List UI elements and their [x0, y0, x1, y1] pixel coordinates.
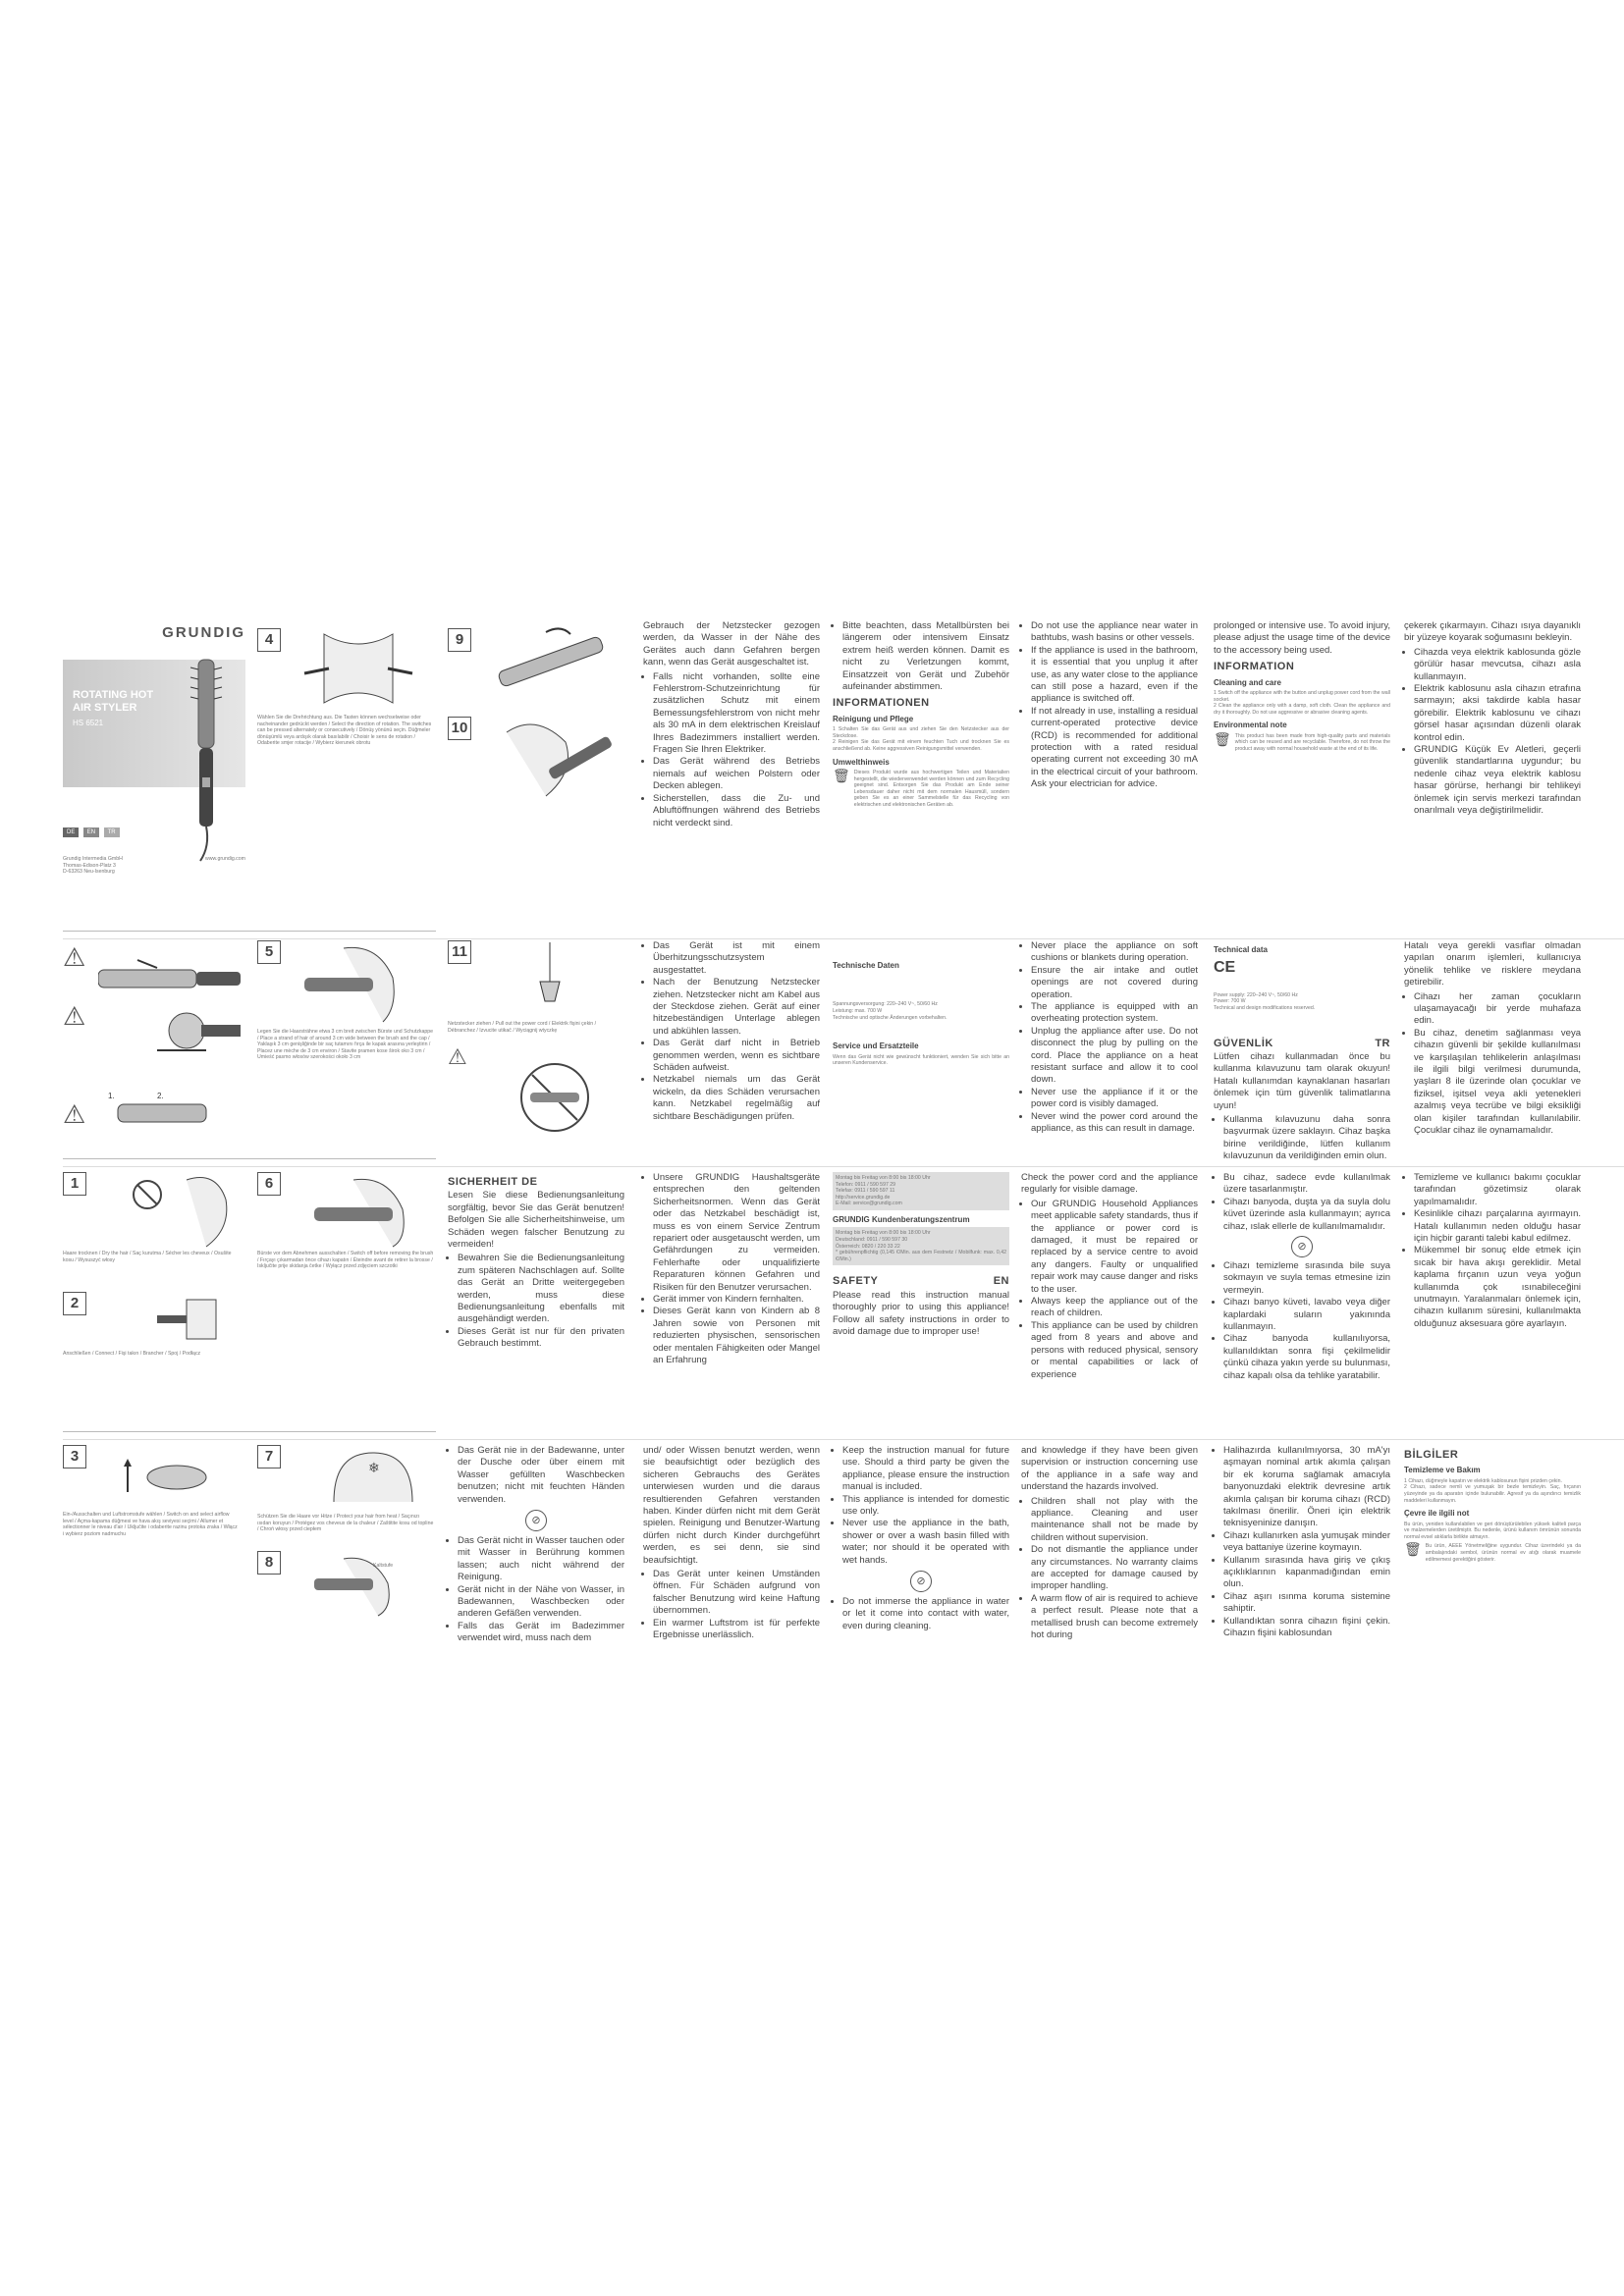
cc-at: Österreich: 0820 / 220 33 22 [836, 1243, 900, 1250]
cc-note: * gebührenpflichtig (0,145 €/Min. aus dem Festnetz / Mobilfunk: max. 0,42 €/Min.) [836, 1250, 1006, 1262]
step-number-5: 5 [257, 940, 281, 964]
weee-bin-icon: 🗑 [1214, 730, 1231, 747]
list-item: • Kesinlikle cihazı parçalarına ayırmayın. Hatalı kullanımın neden olduğu hasar için hiçbir garanti talebi kabul edilmez. [1414, 1208, 1581, 1245]
col-de-1 [448, 1172, 624, 1351]
tech-de-3: Technische und optische Änderungen vorbehalten. [833, 1014, 947, 1021]
list-item: • Nach der Benutzung Netzstecker ziehen. Netzstecker nicht am Kabel aus der Steckdose ziehen. Gerät auf einer hitzebeständigen Unterlage ablegen und abkühlen lassen. [653, 977, 820, 1038]
list-item: • Unsere GRUNDIG Haushaltsgeräte entsprechen den geltenden Sicherheitsnormen. Wenn das Gerät oder das Netzkabel beschädigt ist, muss es von einem Service Zentrum repariert oder ausgetauscht werden, um Gefährdungen zu vermeiden. Fehlerhafte oder unqualifizierte Reparaturen können Gefahren und Risiken für den Benutzer verursachen. [653, 1172, 820, 1294]
badge-tr: TR [104, 828, 120, 837]
list-item: • Cihazda veya elektrik kablosunda gözle görülür hasar mevcutsa, cihazı asla kullanmayın. [1414, 647, 1581, 683]
list-item: • Das Gerät ist mit einem Überhitzungsschutzsystem ausgestattet. [653, 940, 820, 977]
col-de-1b [448, 1445, 624, 1645]
tech-de-1: Spannungsversorgung: 220–240 V~, 50/60 Hz [833, 1001, 938, 1008]
env-de-text: Dieses Produkt wurde aus hochwertigen Teilen und Materialien hergestellt, die wiederverwendet werden können und zum Recycling geeignet sind. Entsorgen Sie das Produkt am Ende seiner Lebensdauer daher nicht mit dem normalen Hausmüll, sondern geben Sie es an einer Sammelstelle für das Recycling von elektrischen und elektronischen Geräten ab. [853, 770, 1009, 808]
list-item: • Ensure the air intake and outlet openings are not covered during operation. [1031, 965, 1198, 1001]
tech-en-1: Power supply: 220–240 V~, 50/60 Hz [1214, 991, 1298, 998]
list-item: • GRUNDIG Küçük Ev Aletleri, geçerli güvenlik standartlarına uygundur; bu nedenle cihaz veya elektrik kablosu hasar görürse, herhangi bir tehlikeyi önlemek için servis merkezi tarafından onarılmalı veya değiştirilmelidir. [1414, 744, 1581, 817]
paragraph: and knowledge if they have been given supervision or instruction concerning use of the appliance in a safe way and understand the hazards involved. [1021, 1445, 1198, 1493]
col-de-3-top [833, 620, 1009, 809]
list-item: • Sicherstellen, dass die Zu- und Abluftöffnungen während des Betriebs nicht verdeckt sind. [653, 793, 820, 829]
list-item: • Cihazı banyo küveti, lavabo veya diğer kaplardaki suların yakınında kullanmayın. [1223, 1297, 1390, 1333]
list-item: • Unplug the appliance after use. Do not disconnect the plug by pulling on the cord. Place the appliance on a heat resistant surface and allow it to cool down. [1031, 1026, 1198, 1087]
col-en-2-top [1214, 620, 1390, 753]
list-item: • Always keep the appliance out of the reach of children. [1031, 1296, 1198, 1320]
info-de-heading: INFORMATIONEN [833, 697, 930, 710]
care-de-2: 2 Reinigen Sie das Gerät mit einem feuchten Tuch und trocknen Sie es anschließend ab. Keine aggressiven Reinigungsmittel verwenden. [833, 739, 1009, 753]
care-tr-heading: Temizleme ve Bakım [1404, 1466, 1481, 1475]
list-item: • Elektrik kablosunu asla cihazın etrafına sarmayın; aksi takdirde kabla hasar görebilir. Elektrik kablosunu ve cihazı görsel hasar açısından düzenli olarak kontrol edin. [1414, 683, 1581, 744]
no-water-icon: ⊘ [1291, 1236, 1313, 1257]
list-item: • Das Gerät nie in der Badewanne, unter der Dusche oder über einem mit Wasser gefüllten Waschbecken benutzen; nicht mit feuchten Händen verwenden. [458, 1445, 624, 1506]
col-en-1-bottom [1021, 1445, 1198, 1642]
list-item: • Falls das Gerät im Badezimmer verwendet wird, muss nach dem [458, 1621, 624, 1645]
note-tr-text: Bu ürün, AEEE Yönetmeliğine uygundur. Cihaz üzerindeki ya da ambalajındaki sembol, ürünün normal ev atığı olarak muamele edilmemesi gerektiğini gösterir. [1425, 1543, 1581, 1563]
brand-logo: GRUNDIG [162, 624, 245, 641]
info-en-heading: INFORMATION [1214, 661, 1295, 673]
safety-en-intro: Please read this instruction manual thoroughly prior to using this appliance! Follow all safety instructions in order to avoid damage due to improper use! [833, 1289, 1009, 1337]
badge-de: DE [63, 828, 79, 837]
caption-step-4: Wählen Sie die Drehrichtung aus. Die Tasten können wechselweise oder nacheinander gedrückt werden / Select the direction of rotation. The switches can be pressed alternately or consecutively / Dönüş yönünü seçin. Düğmeler dönüşümlü veya ardışık olarak basılabilir / Choisir le sens de rotation / Odaberite smjer rotacije / Wybierz kierunek obrotu [257, 715, 432, 747]
list-item: • Never use the appliance in the bath, shower or over a wash basin filled with water; nor should it be operated with wet hands. [842, 1518, 1009, 1567]
safety-tr-heading: GÜVENLİK [1214, 1037, 1273, 1049]
product-title: ROTATING HOT AIR STYLER [73, 689, 154, 714]
cc-de: Deutschland: 0911 / 590 597 30 [836, 1236, 908, 1243]
list-item: • Do not immerse the appliance in water or let it come into contact with water, even during cleaning. [842, 1596, 1009, 1632]
list-item: • Cihazı her zaman çocukların ulaşamayacağı bir yerde muhafaza edin. [1414, 991, 1581, 1028]
paragraph: Hatalı veya gerekli vasıflar olmadan yapılan onarım işlemleri, kullanıcıya yönelik tehlike ve risklere meydana getirebilir. [1404, 940, 1581, 988]
svg-text:❄: ❄ [368, 1460, 380, 1475]
env-tr-text: Bu ürün, yeniden kullanılabilen ve geri dönüştürülebilen yüksek kaliteli parça ve malzemelerden üretilmiştir. Bu nedenle, ürünü kullanım ömrünün sonunda normal evsel atıklarla birlikte atmayın. [1404, 1521, 1581, 1540]
hotline-3: Telefax: 0911 / 590 597 11 [836, 1188, 895, 1195]
fig-step-11 [511, 942, 628, 1011]
list-item: • A warm flow of air is required to achieve a perfect result. Please note that a metallised brush can become extremely hot during [1031, 1593, 1198, 1642]
list-item: • Falls nicht vorhanden, sollte eine Fehlerstrom-Schutzeinrichtung für zusätzlichen Schutz mit einem Bemessungsfehlerstrom von nicht mehr als 30 mA in dem elektrischen Kreislauf Ihres Badezimmers installiert werden. Fragen Sie Ihren Elektriker. [653, 671, 820, 757]
ce-mark-icon: CE [1214, 959, 1236, 977]
caption-step-11: Netzstecker ziehen / Pull out the power cord / Elektrik fişini çekin / Débranchez / Izvucite utikač / Wyciągnij wtyczkę [448, 1021, 597, 1034]
hotline-1: Montag bis Freitag von 8:00 bis 18:00 Uhr [836, 1175, 931, 1181]
list-item: • Never place the appliance on soft cushions or blankets during operation. [1031, 940, 1198, 965]
col-de-3-bottom [833, 1445, 1009, 1632]
list-item: • Netzkabel niemals um das Gerät wickeln, da dies Schäden verursachen kann. Netzkabel regelmäßig auf sichtbare Beschädigungen prüfen. [653, 1074, 820, 1123]
env-tr-heading: Çevre ile ilgili not [1404, 1509, 1470, 1519]
fig-step-1 [108, 1170, 245, 1249]
col-en-2-mid [1214, 940, 1390, 1163]
step-number-2: 2 [63, 1292, 86, 1315]
col-de-3-lower [833, 1172, 1009, 1340]
safety-de-intro: Lesen Sie diese Bedienungsanleitung sorgfältig, bevor Sie das Gerät benutzen! Befolgen Sie alle Sicherheitshinweise, um Schäden wegen falscher Benutzung zu vermeiden! [448, 1190, 624, 1251]
list-item: • If the appliance is used in the bathroom, it is essential that you unplug it after use, as any water close to the appliance can still pose a hazard, even if the appliance is switched off. [1031, 645, 1198, 706]
col-de-3-mid [833, 940, 1009, 1067]
list-item: • This appliance can be used by children aged from 8 years and above and persons with reduced physical, sensory or mental capabilities or lack of experience [1031, 1320, 1198, 1381]
list-item: • Keep the instruction manual for future use. Should a third party be given the appliance, please ensure the instruction manual is included. [842, 1445, 1009, 1494]
care-en-2: 2 Clean the appliance only with a damp, soft cloth. Clean the appliance and dry it thoroughly. Do not use aggressive or abrasive cleaning agents. [1214, 703, 1390, 716]
caption-step-5: Legen Sie die Haarsträhne etwa 3 cm breit zwischen Bürste und Schutzkappe / Place a strand of hair of around 3 cm wide between the brush and the cap / Yaklaşık 3 cm genişliğinde bir saç tutamını fırça ile kapak arasına yerleştirin / Placez une mèche de 3 cm environ / Stavite pramen kose širok oko 3 cm / Umieść pasmo włosów szerokości około 3 cm [257, 1029, 434, 1061]
service-de-heading: Service und Ersatzteile [833, 1041, 919, 1051]
caption-step-7: Schützen Sie die Haare vor Hitze / Protect your hair from heat / Saçınızı ısıdan koruyun / Protégez vos cheveux de la chaleur / Zaštitite kosu od topline / Chroń włosy przed ciepłem [257, 1514, 434, 1533]
list-item: • Cihazı kullanırken asla yumuşak minder veya battaniye üzerine koymayın. [1223, 1530, 1390, 1555]
customer-center: GRUNDIG Kundenberatungszentrum [833, 1214, 970, 1224]
fig-step-5 [285, 938, 432, 1027]
safety-tr-intro: Lütfen cihazı kullanmadan önce bu kullanma kılavuzunu tam olarak okuyun! Hatalı kullanımdan kaynaklanan hasarları önlemek için tüm güvenlik talimatlarına uyun! [1214, 1051, 1390, 1111]
paragraph: prolonged or intensive use. To avoid injury, please adjust the usage time of the device to the accessory being used. [1214, 620, 1390, 656]
caption-step-2: Anschließen / Connect / Fişi takın / Brancher / Spoj / Podłącz [63, 1351, 201, 1357]
svg-text:1.: 1. [108, 1092, 115, 1100]
no-water-icon: ⊘ [910, 1571, 932, 1592]
list-item: • Temizleme ve kullanıcı bakımı çocuklar tarafından gözetimsiz olarak yapılmamalıdır. [1414, 1172, 1581, 1208]
env-de-heading: Umwelthinweis [833, 757, 890, 767]
col-en-2-bottom [1214, 1445, 1390, 1640]
care-en-1: 1 Switch off the appliance with the button and unplug power cord from the wall socket. [1214, 690, 1390, 703]
list-item: • Gerät nicht in der Nähe von Wasser, in Badewannen, Waschbecken oder anderen Gefäßen verwenden. [458, 1584, 624, 1621]
list-item: • Never use the appliance if it or the power cord is visibly damaged. [1031, 1087, 1198, 1111]
cover-panel [63, 620, 245, 915]
list-item: • Cihaz aşırı ısınma koruma sistemine sahiptir. [1223, 1591, 1390, 1616]
step-number-11: 11 [448, 940, 471, 964]
hotline-4: http://service.grundig.de [836, 1194, 891, 1201]
tech-de-heading: Technische Daten [833, 961, 899, 970]
hotline-5: E-Mail: service@grundig.com [836, 1201, 902, 1207]
fig-step-6 [295, 1170, 432, 1249]
fig-warning-b [147, 1001, 245, 1070]
list-item: • Our GRUNDIG Household Appliances meet applicable safety standards, thus if the appliance or power cord is damaged, it must be repaired or replaced by a service centre to avoid any dangers. Faulty or unqualified repair work may cause danger and risks to the user. [1031, 1199, 1198, 1296]
care-tr-2: 2 Cihazı, sadece nemli ve yumuşak bir bezle temizleyin. Saç, fırçanın yüzeyinde ya da aparatın içinde bulunabilir. Agresif ya da aşındırıcı temizlik maddeleri kullanmayın. [1404, 1484, 1581, 1504]
separator [63, 1439, 1624, 1440]
step-number-7: 7 [257, 1445, 281, 1468]
col-en-1-lower [1021, 1172, 1198, 1381]
env-en-heading: Environmental note [1214, 721, 1287, 730]
tech-en-2: Power: 700 W [1214, 998, 1246, 1005]
tech-en-heading: Technical data [1214, 945, 1268, 954]
list-item: • Mükemmel bir sonuç elde etmek için sıcak bir hava akışı gereklidir. Metal kaplama fırçanın uzun veya yoğun kullanımda çok ısınabileceğini unutmayın. Yaralanmaları önlemek için, cihazın kullanım süresini, kullanılmakta olduğunuz aksesuara göre ayarlayın. [1414, 1245, 1581, 1330]
no-water-icon: ⊘ [525, 1510, 547, 1531]
col-de-2-top [643, 620, 820, 829]
list-item: • Bu cihaz, sadece evde kullanılmak üzere tasarlanmıştır. [1223, 1172, 1390, 1197]
list-item: • The appliance is equipped with an overheating protection system. [1031, 1001, 1198, 1026]
fig-no-cord-wrap [511, 1058, 599, 1137]
fig-step-3 [98, 1443, 236, 1512]
warning-icon: ⚠ [63, 1099, 86, 1129]
col-de-2-bottom [643, 1445, 820, 1642]
step-number-4: 4 [257, 628, 281, 652]
cc-hours: Montag bis Freitag von 8:00 bis 18:00 Uhr [836, 1230, 931, 1237]
list-item: • This appliance is intended for domestic use only. [842, 1494, 1009, 1519]
step-number-6: 6 [257, 1172, 281, 1196]
fig-warning-a [98, 950, 245, 1009]
service-de-text: Wenn das Gerät nicht wie gewünscht funktioniert, wenden Sie sich bitte an unseren Kundenservice. [833, 1053, 1009, 1067]
list-item: • Do not dismantle the appliance under any circumstances. No warranty claims are accepted for damage caused by improper handling. [1031, 1544, 1198, 1593]
list-item: • Cihazı temizleme sırasında bile suya sokmayın ve suyla temas etmesine izin vermeyin. [1223, 1260, 1390, 1297]
warning-icon: ⚠ [448, 1044, 467, 1069]
col-tr-mid [1404, 940, 1581, 1138]
tech-de-2: Leistung: max. 700 W [833, 1008, 883, 1014]
fig-step-2 [147, 1290, 245, 1349]
cover-footer-left: Grundig Intermedia GmbH Thomas-Edison-Platz 3 D-63263 Neu-Isenburg [63, 856, 123, 876]
list-item: • Kullanım sırasında hava giriş ve çıkış açıklıklarının kapanmadığından emin olun. [1223, 1555, 1390, 1591]
list-item: • Das Gerät unter keinen Umständen öffnen. Für Schäden aufgrund von falscher Benutzung wird keine Haftung übernommen. [653, 1569, 820, 1618]
fig-step-7 [295, 1443, 432, 1512]
safety-en-heading: SAFETY [833, 1275, 879, 1288]
list-item: • Do not use the appliance near water in bathtubs, wash basins or other vessels. [1031, 620, 1198, 645]
paragraph: Gebrauch der Netzstecker gezogen werden, da Wasser in der Nähe des Gerätes auch dann Gefahren bergen kann, wenn das Gerät ausgeschaltet ist. [643, 620, 820, 668]
list-item: • Kullanma kılavuzunu daha sonra başvurmak üzere saklayın. Cihaz başka birine verildiğinde, lütfen kullanım kılavuzunun da verildiğinden emin olun. [1223, 1114, 1390, 1163]
warning-icon: ⚠ [63, 942, 86, 972]
hotline-box [833, 1172, 1009, 1210]
list-item: • Cihazı banyoda, duşta ya da suyla dolu küvet üzerinde asla kullanmayın; ayrıca cihaz, ıslak ellerle de kullanılmamalıdır. [1223, 1197, 1390, 1233]
separator [63, 1431, 436, 1432]
safety-de-heading: SICHERHEIT DE [448, 1176, 538, 1188]
list-item: • Dieses Gerät kann von Kindern ab 8 Jahren sowie von Personen mit reduzierten physischen, sensorischen oder mentalen Fähigkeiten oder Mangel an Erfahrung [653, 1306, 820, 1366]
lang-badges [63, 821, 120, 838]
list-item: • Halihazırda kullanılmıyorsa, 30 mA'yı aşmayan nominal artık akımla çalışan bir ek koruma sağlamak amacıyla banyonuzdaki elektrik devresine artık akımla çalışan bir koruma cihazı (RCD) takılması önerilir. Öneri için elektrik teknisyeninize danışın. [1223, 1445, 1390, 1530]
care-en-heading: Cleaning and care [1214, 677, 1281, 687]
fig-step-9 [477, 624, 624, 703]
cover-footer-right: www.grundig.com [205, 856, 245, 862]
list-item: • Das Gerät während des Betriebs niemals auf weichen Polstern oder Decken ablegen. [653, 756, 820, 792]
col-de-2-lower [643, 1172, 820, 1367]
product-banner [63, 660, 245, 787]
badge-en: EN [83, 828, 99, 837]
list-item: • Never wind the power cord around the appliance, as this can result in damage. [1031, 1111, 1198, 1136]
weee-bin-icon: 🗑 [833, 768, 850, 784]
list-item: • Das Gerät darf nicht in Betrieb genommen werden, wenn es sichtbare Schäden aufweist. [653, 1038, 820, 1074]
caption-step-1: Haare trocknen / Dry the hair / Saç kurutma / Sécher les cheveux / Osušite kosu / Wysuszyć włosy [63, 1251, 232, 1263]
col-tr-top [1404, 620, 1581, 818]
safety-en-lang: EN [993, 1275, 1009, 1288]
list-item: • Bitte beachten, dass Metallbürsten bei längerem oder intensivem Einsatz extrem heiß werden können. Damit es nicht zu Verletzungen kommt, Einsatzzeit von Gerät und Zubehör aufeinander abstimmen. [842, 620, 1009, 693]
list-item: • Das Gerät nicht in Wasser tauchen oder mit Wasser in Berührung kommen lassen; auch nicht während der Reinigung. [458, 1535, 624, 1584]
list-item: • Kullandıktan sonra cihazın fişini çekin. Cihazın fişini kablosundan [1223, 1616, 1390, 1640]
care-de-1: 1 Schalten Sie das Gerät aus und ziehen Sie den Netzstecker aus der Steckdose. [833, 726, 1009, 739]
paragraph: und/ oder Wissen benutzt werden, wenn sie beaufsichtigt oder bezüglich des sicheren Gebrauchs des Gerätes unterwiesen wurden und die daraus resultierenden Gefahren verstanden haben. Kinder dürfen nicht mit dem Gerät spielen. Reinigung und Benutzer-Wartung dürfen nicht durch Kinder durchgeführt werden, es sei denn, sie sind beaufsichtigt. [643, 1445, 820, 1566]
list-item: • Children shall not play with the appliance. Cleaning and user maintenance shall not be made by children without supervision. [1031, 1496, 1198, 1545]
weee-bin-icon: 🗑 [1404, 1541, 1422, 1558]
step-number-3: 3 [63, 1445, 86, 1468]
warning-icon: ⚠ [63, 1001, 86, 1031]
col-tr-lower [1404, 1172, 1581, 1330]
product-illustration [181, 650, 230, 866]
info-tr-heading: BİLGİLER [1404, 1449, 1459, 1461]
col-en-2-lower [1214, 1172, 1390, 1382]
care-tr-1: 1 Cihazı, düğmeyle kapatın ve elektrik kablosunun fişini prizden çekin. [1404, 1477, 1562, 1484]
cc-box [833, 1227, 1009, 1265]
step-number-10: 10 [448, 717, 471, 740]
safety-tr-lang: TR [1375, 1037, 1390, 1049]
caption-step-8: Kaltstufe [373, 1563, 394, 1569]
col-tr-bottom [1404, 1445, 1581, 1563]
fig-step-4 [285, 624, 432, 713]
list-item: • Gerät immer von Kindern fernhalten. [653, 1294, 820, 1306]
fig-step-10 [477, 713, 624, 801]
col-en-1-mid [1021, 940, 1198, 1136]
tech-en-3: Technical and design modifications reserved. [1214, 1005, 1316, 1011]
col-en-1-top [1021, 620, 1198, 791]
list-item: • If not already in use, installing a residual current-operated protective device (RCD) is recommended for additional protection with a rated residual operating current not exceeding 30 mA in the electrical circuit of your bathroom. Ask your electrician for advice. [1031, 706, 1198, 791]
svg-text:2.: 2. [157, 1092, 164, 1100]
step-number-8: 8 [257, 1551, 281, 1575]
list-item: • Cihaz banyoda kullanılıyorsa, kullanıldıktan sonra fişi çekilmelidir çünkü cihaza yakın yerde su bulunması, cihaz kapalı olsa da tehlike yaratabilir. [1223, 1333, 1390, 1382]
caption-step-3: Ein-/Ausschalten und Luftstromstufe wählen / Switch on and select airflow level / Açma-kapama düğmesi ve hava akış seviyesi seçimi / Allumer et sélectionner le niveau d'air / Uključite i odaberite razinu protoka zraka / Włącz i wybierz poziom nadmuchu [63, 1512, 238, 1537]
col-de-2-mid [643, 940, 820, 1123]
separator [63, 931, 436, 932]
paragraph: Check the power cord and the appliance regularly for visible damage. [1021, 1172, 1198, 1196]
list-item: • Ein warmer Luftstrom ist für perfekte Ergebnisse unerlässlich. [653, 1618, 820, 1642]
step-number-9: 9 [448, 628, 471, 652]
caption-step-6: Bürste vor dem Abnehmen ausschalten / Switch off before removing the brush / Fırçayı çıkarmadan önce cihazı kapatın / Éteindre avant de retirer la brosse / Isključite prije skidanja četke / Wyłącz przed zdjęciem szczotki [257, 1251, 434, 1270]
hotline-2: Telefon: 0911 / 590 597 29 [836, 1181, 896, 1188]
env-en-text: This product has been made from high-quality parts and materials which can be reused and are recyclable. Therefore, do not throw the product away with normal household waste at the end of its life. [1234, 732, 1390, 752]
fig-warning-c [98, 1085, 245, 1144]
separator [63, 1166, 1624, 1167]
separator [63, 1158, 436, 1159]
step-number-1: 1 [63, 1172, 86, 1196]
list-item: • Bu cihaz, denetim sağlanması veya cihazın güvenli bir şekilde kullanılması ve karşılaşılan tehlikelerin anlaşılması ile ilgili bilgi verilmesi durumunda, yaşları 8 ile üzerinde olan çocuklar ve fiziksel, işitsel veya akli yetenekleri azalmış veya tecrübe ve bilgi eksikliği olan kişiler tarafından kullanılabilir. Çocuklar cihaz ile oynamamalıdır. [1414, 1028, 1581, 1138]
care-de-heading: Reinigung und Pflege [833, 714, 914, 723]
model-number: HS 6521 [73, 719, 104, 727]
list-item: • Dieses Gerät ist nur für den privaten Gebrauch bestimmt. [458, 1326, 624, 1351]
list-item: • Bewahren Sie die Bedienungsanleitung zum späteren Nachschlagen auf. Sollte das Gerät an Dritte weitergegeben werden, muss diese Bedienungsanleitung ebenfalls mit ausgehändigt werden. [458, 1253, 624, 1325]
fig-step-8 [295, 1549, 432, 1618]
paragraph: çekerek çıkarmayın. Cihazı ısıya dayanıklı bir yüzeye koyarak soğumasını bekleyin. [1404, 620, 1581, 644]
